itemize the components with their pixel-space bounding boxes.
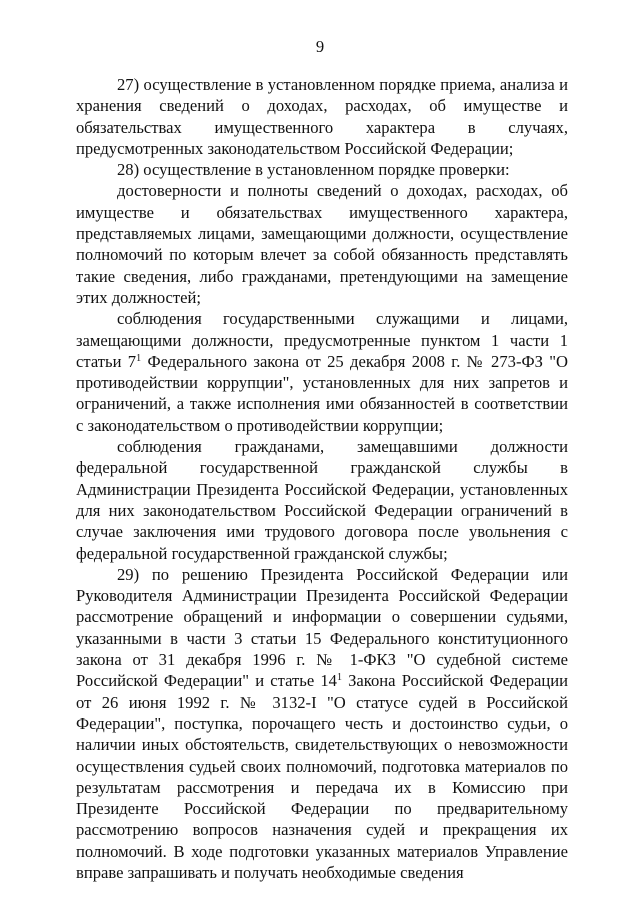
document-body xyxy=(76,74,568,883)
paragraph-text: соблюдения государственными служащими и лицами, замещающими должности, предусмотренные пунктом 1 части 1 статьи 7 xyxy=(76,309,568,371)
paragraph-text: Федерального закона от 25 декабря 2008 г. № 273-ФЗ "О противодействии коррупции", установленных для них запретов и ограничений, а также исполнения ими обязанностей в соответствии с законодательством о противодействии коррупции; xyxy=(76,351,569,435)
paragraph-compliance-officials xyxy=(76,308,568,436)
paragraph-item-29 xyxy=(76,564,568,883)
paragraph-item-27: 27) осуществление в установленном порядке приема, анализа и хранения сведений о доходах, расходах, об имуществе и обязательствах имущественного характера в случаях, предусмотренных законодательством Российской Федерации; xyxy=(76,75,568,158)
page-number: 9 xyxy=(315,37,325,56)
paragraph-text: Закона Российской Федерации от 26 июня 1992 г. № 3132-I "О статусе судей в Российской Федерации", поступка, порочащего честь и достоинство судьи, о наличии иных обстоятельств, свидетельствующих о невозможности осуществления судьей своих полномочий, подготовка материалов по результатам рассмотрения и передача их в Комиссию при Президенте Российской Федерации по предварительному рассмотрению вопросов назначения судей и прекращения их полномочий. В ходе подготовки указанных материалов Управление вправе запрашивать и получать необходимые сведения xyxy=(76,671,568,882)
paragraph-reliability-check: достоверности и полноты сведений о доходах, расходах, об имуществе и обязательствах имущественного характера, представляемых лицами, замещающими должности, осуществление полномочий по которым влечет за собой обязанность представлять такие сведения, либо гражданами, претендующими на замещение этих должностей; xyxy=(76,181,568,307)
paragraph-item-28: 28) осуществление в установленном порядке проверки: xyxy=(117,160,510,180)
paragraph-text: 29) по решению Президента Российской Федерации или Руководителя Администрации Президента Российской Федерации рассмотрение обращений и информации о совершении судьями, указанными в части 3 статьи 15 Федерального конституционного закона от 31 декабря 1996 г. № 1-ФКЗ "О судебной системе Российской Федерации" и статье 14 xyxy=(76,564,568,691)
superscript: 1 xyxy=(136,352,142,364)
superscript: 1 xyxy=(336,672,342,684)
paragraph-compliance-former-employees: соблюдения гражданами, замещавшими должности федеральной государственной гражданской службы в Администрации Президента Российской Федерации, установленных для них законодательством Российской Федерации ограничений в случае заключения ими трудового договора после увольнения с федеральной государственной гражданской службы; xyxy=(76,437,568,563)
